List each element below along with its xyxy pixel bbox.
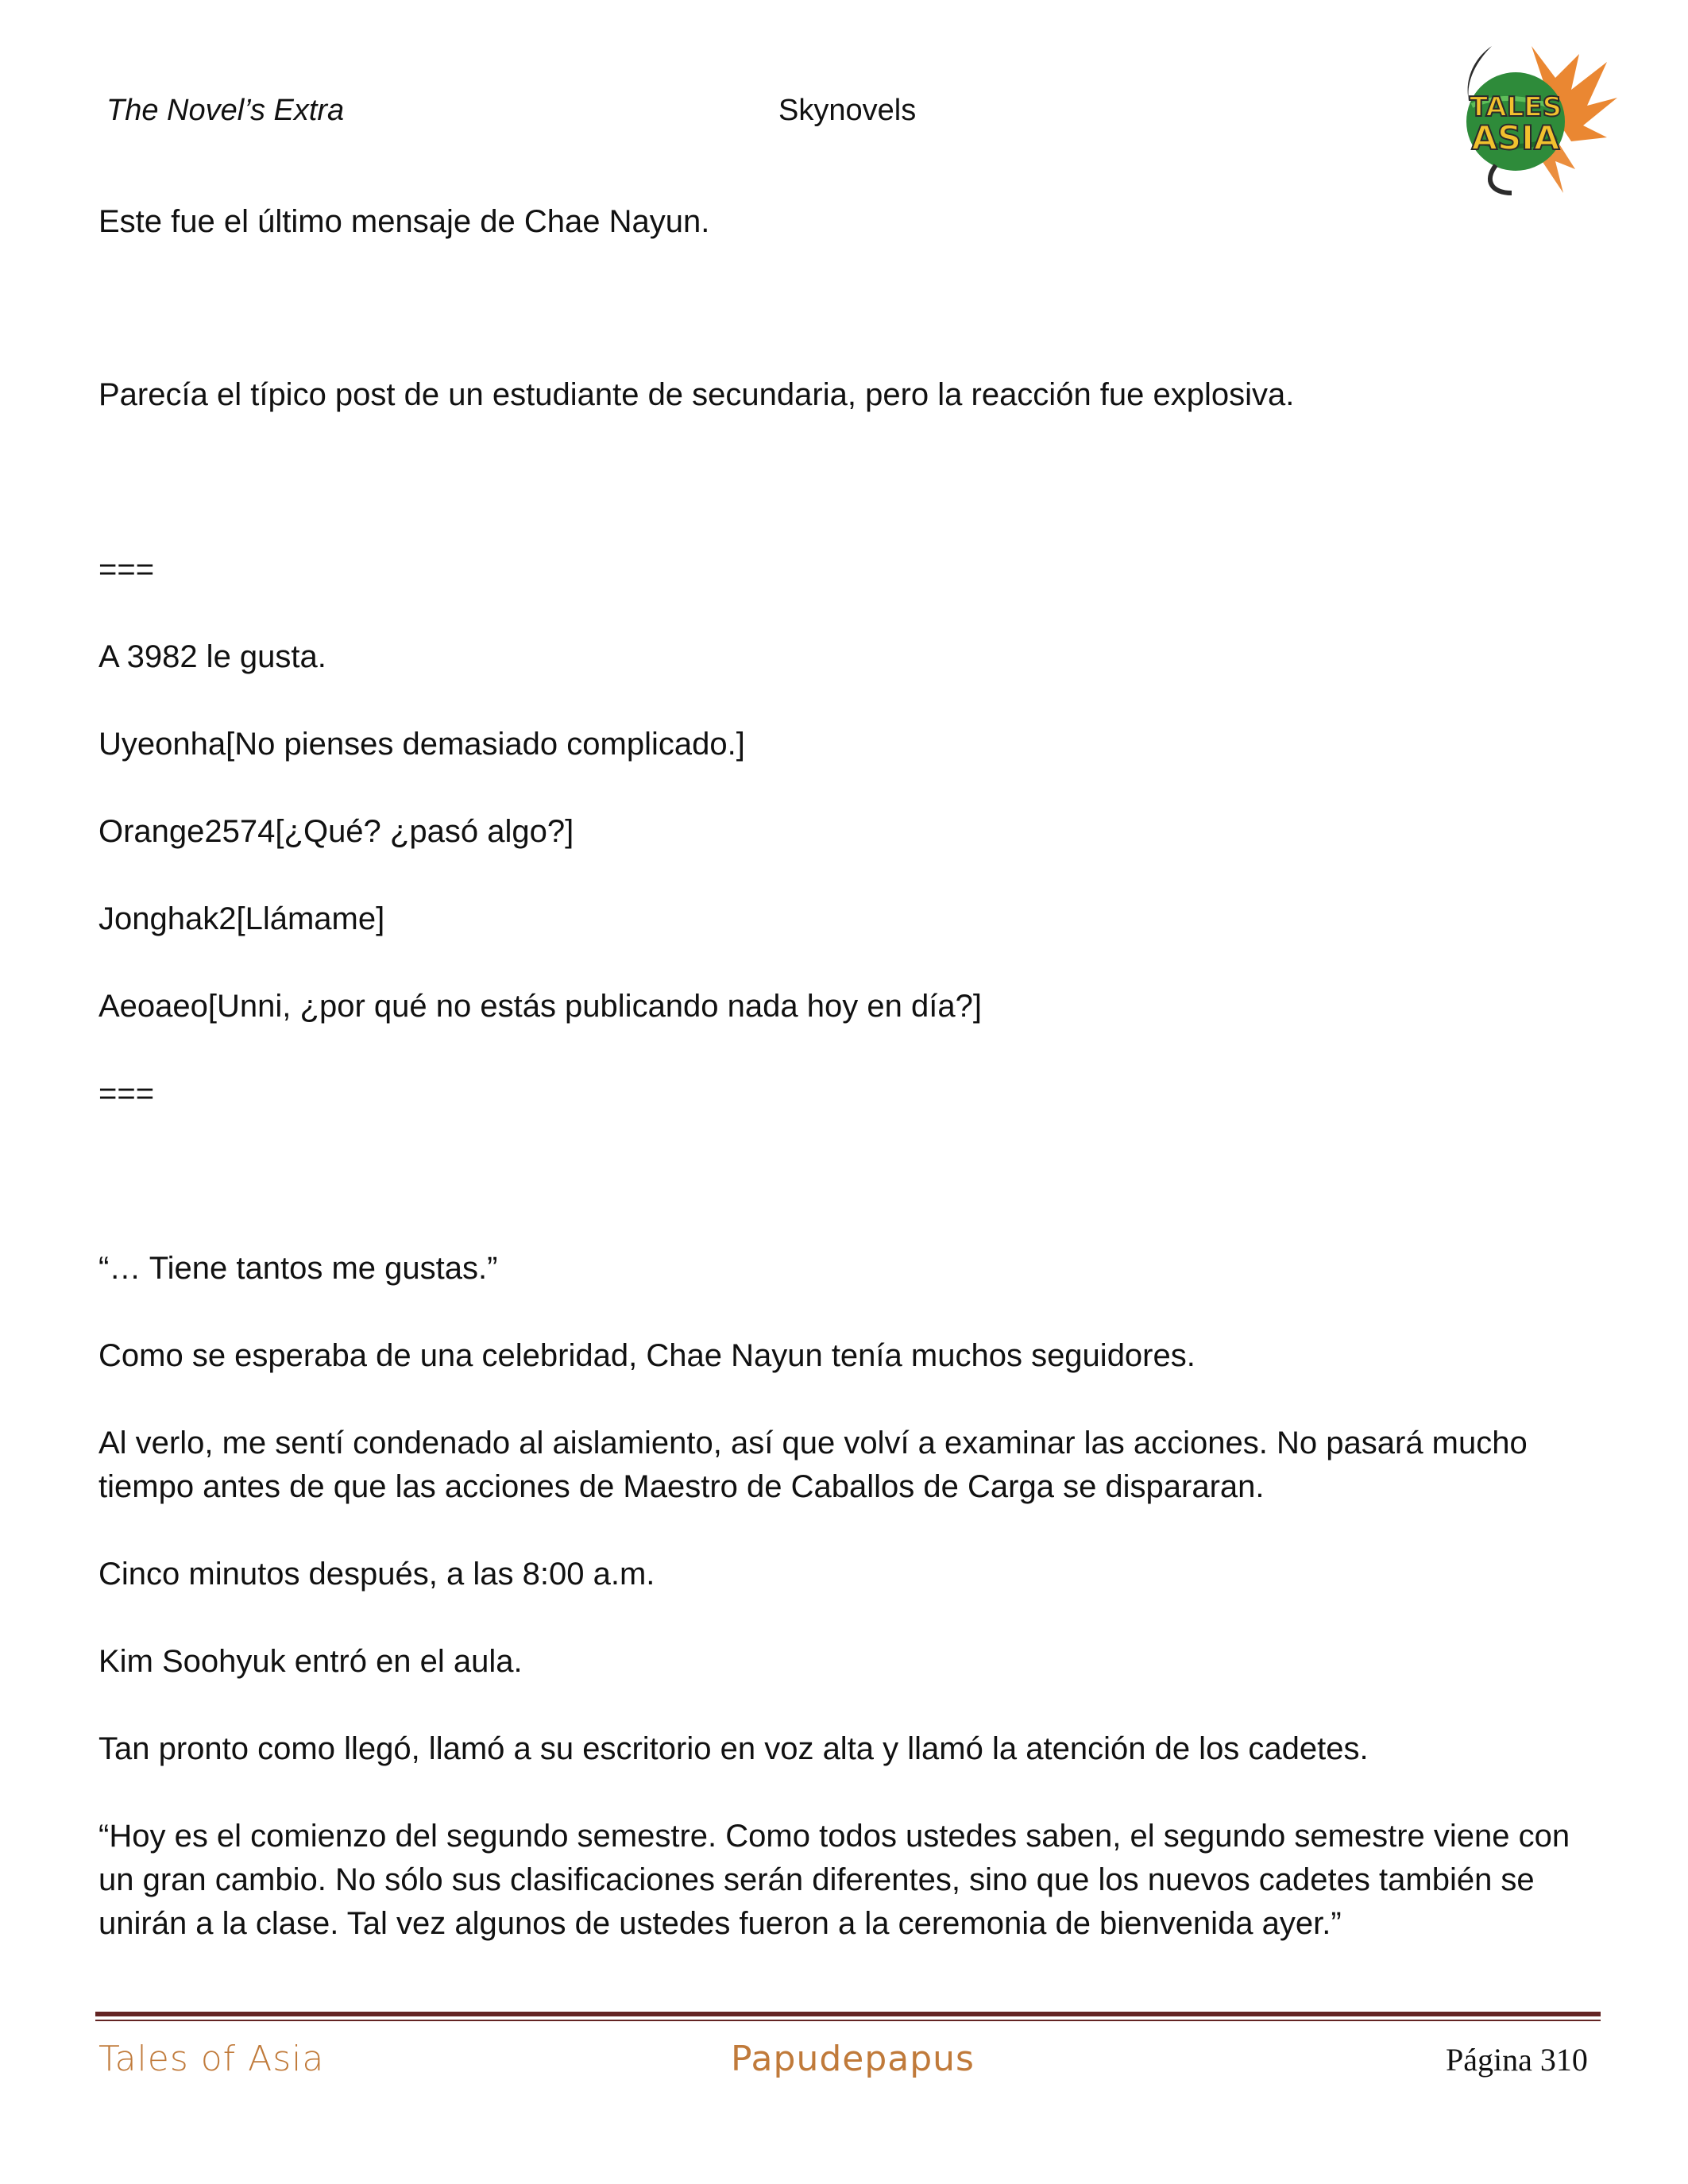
svg-text:TALES: TALES [1469,91,1562,123]
paragraph: A 3982 le gusta. [98,639,326,674]
paragraph: Tan pronto como llegó, llamó a su escritorio en voz alta y llamó la atención de los cadetes. [98,1731,1369,1766]
footer-rule-thick [95,2012,1601,2016]
svg-text:ASIA: ASIA [1471,118,1560,157]
paragraph: Al verlo, me sentí condenado al aislamiento, así que volví a examinar las acciones. No pasará mucho tiempo antes de que las acciones de Maestro de Caballos de Carga se dispararan. [98,1426,1536,1504]
paragraph: Cinco minutos después, a las 8:00 a.m. [98,1557,655,1592]
paragraph: “… Tiene tantos me gustas.” [98,1251,498,1286]
footer-translator: Papudepapus [731,2039,975,2079]
comment-line: Orange2574[¿Qué? ¿pasó algo?] [98,814,574,849]
paragraph: Parecía el típico post de un estudiante de secundaria, pero la reacción fue explosiva. [98,377,1295,412]
page-number: Página 310 [1446,2042,1588,2078]
header-source: Skynovels [778,94,917,127]
paragraph: Como se esperaba de una celebridad, Chae Nayun tenía muchos seguidores. [98,1338,1196,1373]
separator: === [98,552,155,587]
footer-publisher: Tales of Asia [98,2039,325,2079]
separator: === [98,1076,155,1111]
comment-line: Aeoaeo[Unni, ¿por qué no estás publicando nada hoy en día?] [98,989,982,1024]
comment-line: Jonghak2[Llámame] [98,901,385,936]
comment-line: Uyeonha[No pienses demasiado complicado.] [98,727,745,762]
paragraph: “Hoy es el comienzo del segundo semestre. Como todos ustedes saben, el segundo semestre viene con un gran cambio. No sólo sus clasificaciones serán diferentes, sino que los nuevos cadetes también se unirán a la clase. Tal vez algunos de ustedes fueron a la ceremonia de bienvenida ayer.” [98,1819,1579,1941]
tales-of-asia-logo [1436,30,1619,201]
header-title: The Novel’s Extra [106,94,345,127]
paragraph: Este fue el último mensaje de Chae Nayun. [98,204,710,239]
footer-rule-thin [95,2020,1601,2021]
paragraph: Kim Soohyuk entró en el aula. [98,1644,523,1679]
